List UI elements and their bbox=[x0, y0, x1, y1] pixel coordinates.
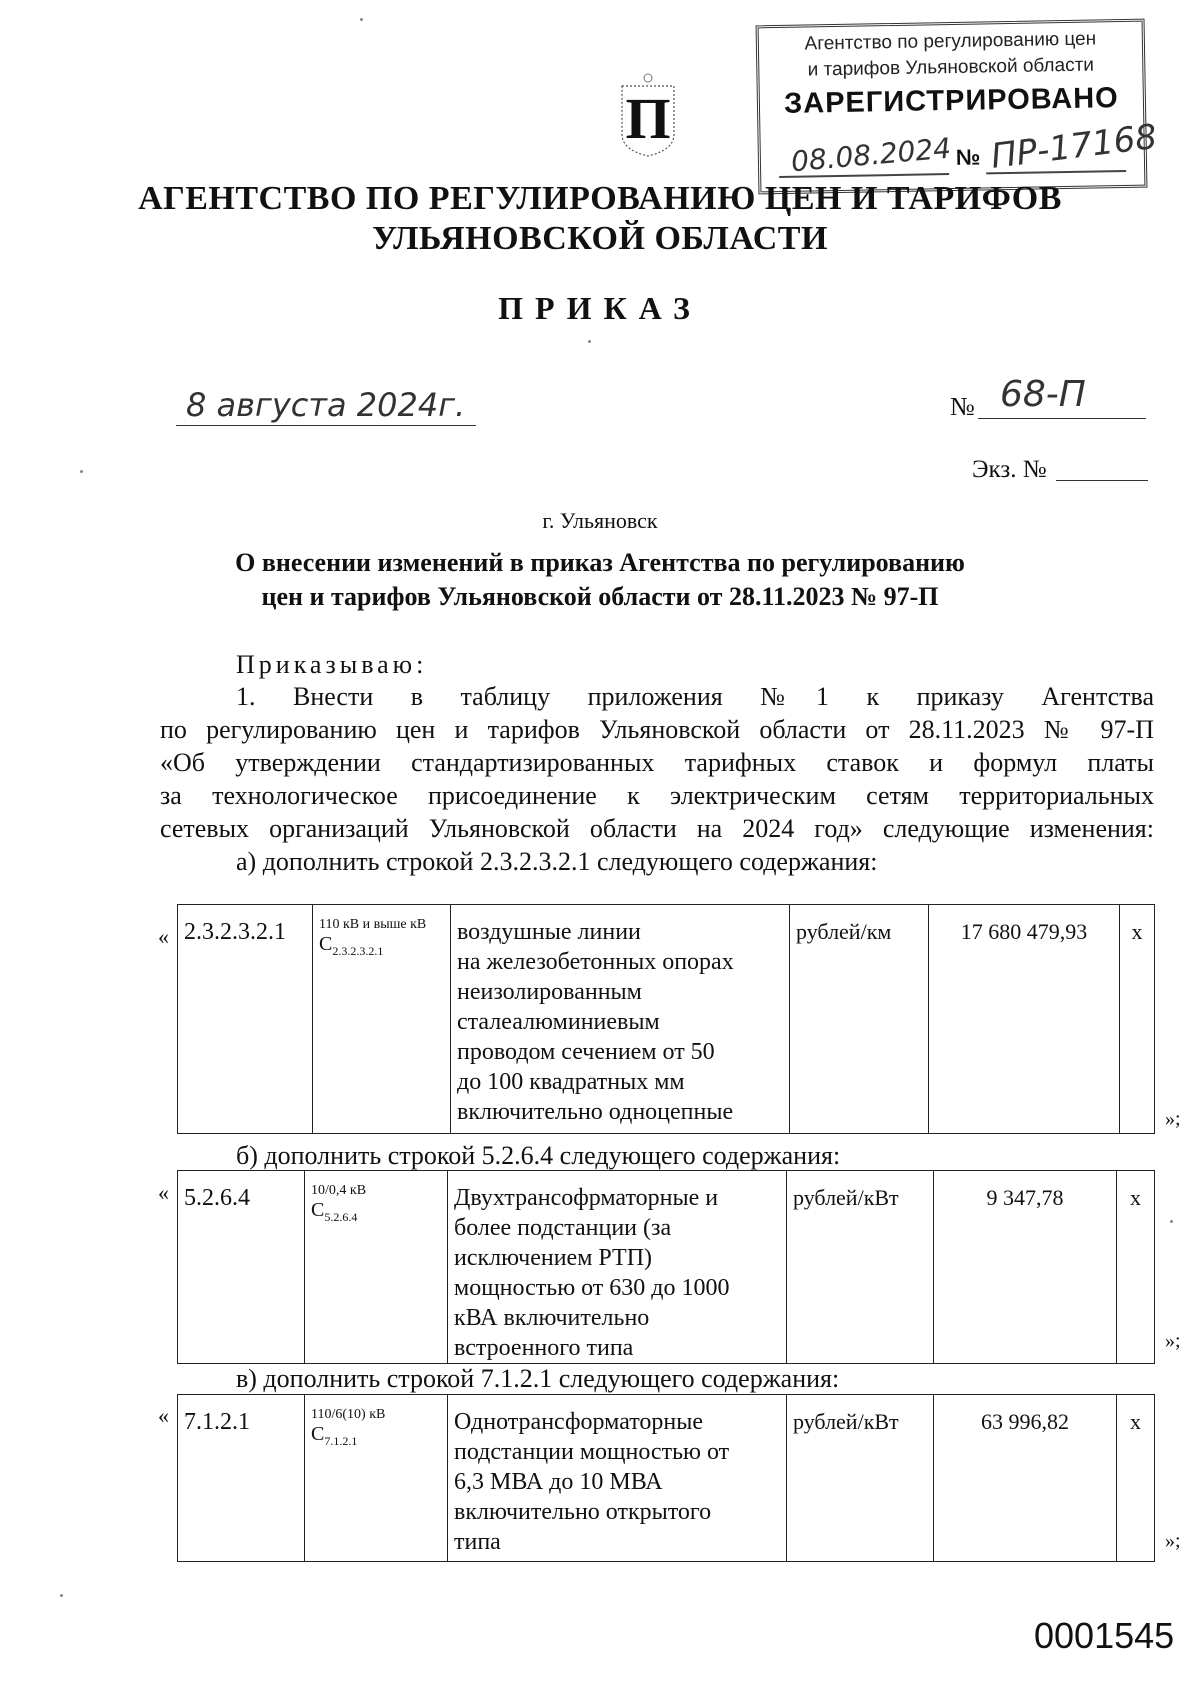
quote-close-b: »; bbox=[1165, 1330, 1181, 1352]
scan-speck bbox=[1170, 1220, 1173, 1223]
table-row-b bbox=[177, 1170, 1155, 1364]
row-x: х bbox=[1117, 1171, 1155, 1364]
item1-line2: по регулированию цен и тарифов Ульяновской области от 28.11.2023 № 97-П bbox=[160, 715, 1154, 744]
row-voltage: 110/6(10) кВ bbox=[311, 1407, 386, 1422]
order-date: 8 августа 2024г. bbox=[186, 386, 466, 424]
item1-line3: «Об утверждении стандартизированных тарифных ставок и формул платы bbox=[160, 748, 1154, 777]
row-unit: рублей/кВт bbox=[787, 1395, 934, 1562]
row-price: 63 996,82 bbox=[934, 1395, 1117, 1562]
item1-line1: 1. Внести в таблицу приложения №1 к приказу Агентства bbox=[236, 682, 1154, 711]
sub-item-a: а) дополнить строкой 2.3.2.3.2.1 следующего содержания: bbox=[236, 847, 878, 876]
scan-speck bbox=[360, 18, 363, 21]
city: г. Ульяновск bbox=[542, 508, 658, 533]
org-name-line1: АГЕНТСТВО ПО РЕГУЛИРОВАНИЮ ЦЕН И ТАРИФОВ bbox=[138, 180, 1062, 217]
item1-line5: сетевых организаций Ульяновской области на 2024 год» следующие изменения: bbox=[160, 814, 1154, 843]
row-voltage: 110 кВ и выше кВ bbox=[319, 917, 427, 932]
stamp-status: ЗАРЕГИСТРИРОВАНО bbox=[783, 82, 1119, 120]
order-number: 68-П bbox=[1000, 374, 1086, 415]
coat-of-arms-emblem bbox=[614, 70, 682, 158]
number-label: № bbox=[950, 392, 975, 421]
stamp-line1: Агентство по регулированию цен bbox=[804, 28, 1097, 55]
quote-close-c: »; bbox=[1165, 1530, 1181, 1552]
row-price: 9 347,78 bbox=[934, 1171, 1117, 1364]
table-row-c bbox=[177, 1394, 1155, 1562]
org-name-line2: УЛЬЯНОВСКОЙ ОБЛАСТИ bbox=[372, 220, 828, 257]
stamp-number: ПР-17168 bbox=[988, 116, 1160, 177]
quote-open-c: « bbox=[158, 1403, 169, 1428]
row-price: 17 680 479,93 bbox=[929, 905, 1120, 1134]
number-underline bbox=[978, 418, 1146, 419]
item1-line4: за технологическое присоединение к электрическим сетям территориальных bbox=[160, 781, 1154, 810]
stamp-line2: и тарифов Ульяновской области bbox=[807, 54, 1095, 81]
row-voltage-cell bbox=[305, 1395, 448, 1562]
row-description: Однотрансформаторные подстанции мощностью от 6,3 МВА до 10 МВА включительно открытого типа bbox=[448, 1395, 787, 1562]
order-word: Приказываю: bbox=[236, 650, 428, 679]
row-description: Двухтрансофрматорные и более подстанции (за исключением РТП) мощностью от 630 до 1000 кВА включительно встроенного типа bbox=[448, 1171, 787, 1364]
row-voltage-cell bbox=[313, 905, 451, 1134]
row-voltage: 10/0,4 кВ bbox=[311, 1183, 367, 1198]
quote-open-a: « bbox=[158, 924, 169, 949]
date-underline bbox=[176, 425, 476, 426]
row-symbol: $С_{2.3.2.3.2.1}$ bbox=[319, 933, 384, 958]
scan-speck bbox=[80, 470, 83, 473]
row-code: 5.2.6.4 bbox=[178, 1171, 305, 1364]
document-type: ПРИКАЗ bbox=[498, 290, 702, 326]
row-unit: рублей/кВт bbox=[787, 1171, 934, 1364]
row-code: 2.3.2.3.2.1 bbox=[178, 905, 313, 1134]
quote-open-b: « bbox=[158, 1180, 169, 1205]
sub-item-b: б) дополнить строкой 5.2.6.4 следующего содержания: bbox=[236, 1141, 841, 1170]
sub-item-c: в) дополнить строкой 7.1.2.1 следующего содержания: bbox=[236, 1364, 840, 1393]
row-code: 7.1.2.1 bbox=[178, 1395, 305, 1562]
stamp-date: 08.08.2024 bbox=[789, 131, 953, 179]
stamp-number-sign: № bbox=[955, 144, 981, 170]
row-x: х bbox=[1117, 1395, 1155, 1562]
row-symbol: $С_{7.1.2.1}$ bbox=[311, 1423, 358, 1448]
title-line2: цен и тарифов Ульяновской области от 28.11.2023 № 97-П bbox=[261, 582, 939, 611]
row-description: воздушные линии на железобетонных опорах неизолированным сталеалюминиевым проводом сечением от 50 до 100 квадратных мм включительно одноцепные bbox=[451, 905, 790, 1134]
row-symbol: $С_{5.2.6.4}$ bbox=[311, 1199, 358, 1224]
scan-speck bbox=[60, 1594, 63, 1597]
document-serial: 0001545 bbox=[1034, 1615, 1175, 1656]
copy-number-line bbox=[1056, 480, 1148, 481]
row-x: х bbox=[1120, 905, 1155, 1134]
copy-number-label: Экз. № bbox=[972, 456, 1047, 483]
row-voltage-cell bbox=[305, 1171, 448, 1364]
registration-stamp bbox=[756, 19, 1160, 195]
scan-speck bbox=[588, 340, 591, 343]
table-row-a bbox=[177, 904, 1155, 1134]
title-line1: О внесении изменений в приказ Агентства по регулированию bbox=[235, 548, 965, 577]
emblem-letter: П bbox=[625, 86, 671, 151]
row-unit: рублей/км bbox=[790, 905, 929, 1134]
quote-close-a: »; bbox=[1165, 1108, 1181, 1130]
